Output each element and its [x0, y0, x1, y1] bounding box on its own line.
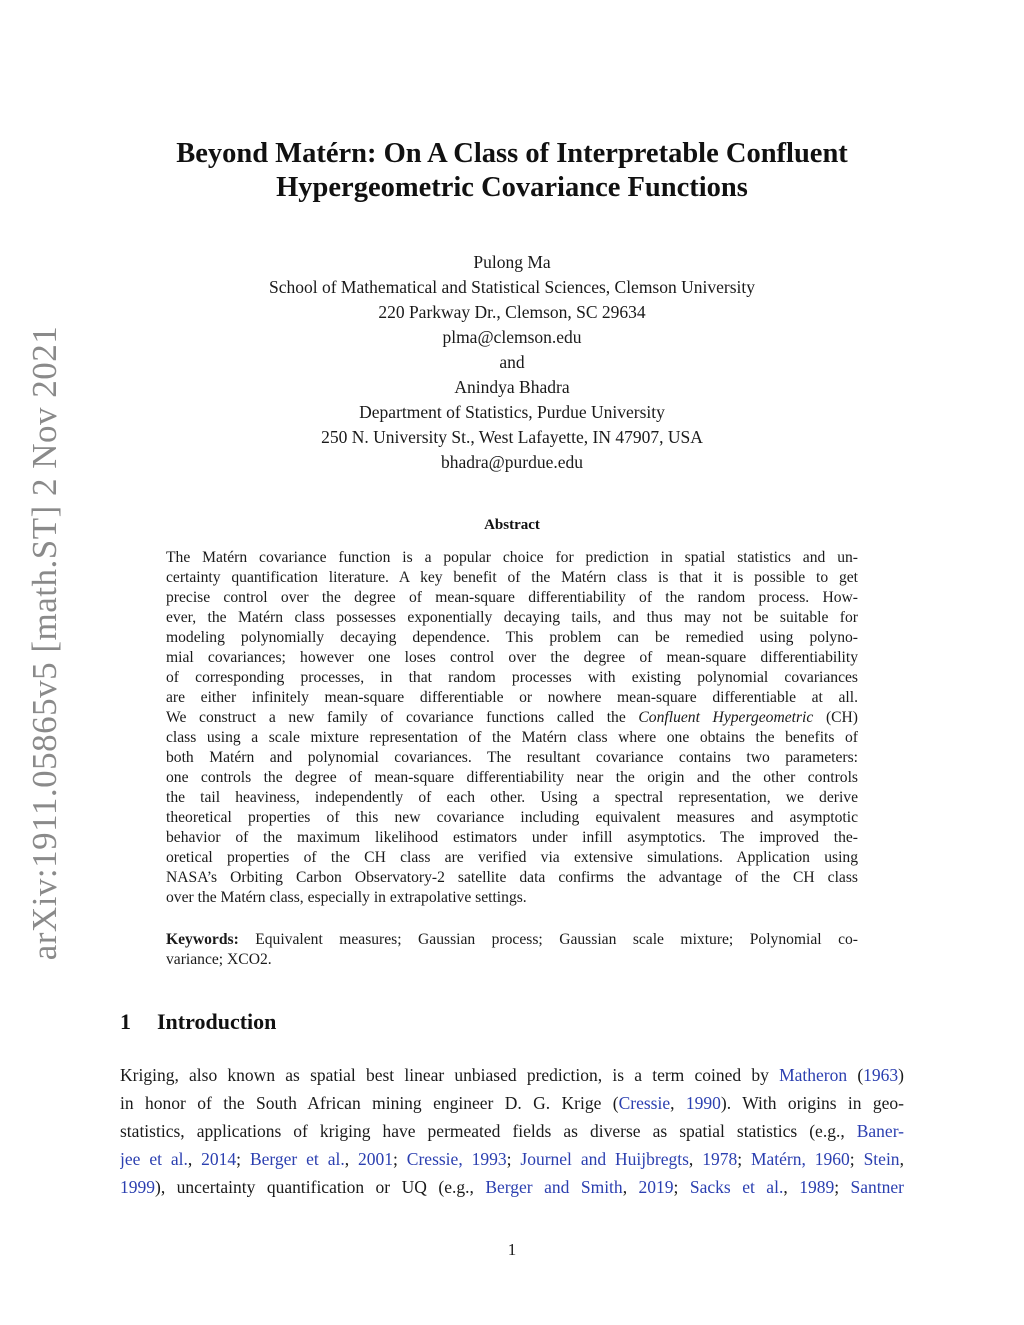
keywords-label: Keywords: — [166, 931, 239, 948]
citation-link[interactable]: 2001 — [358, 1149, 394, 1169]
citation-link[interactable]: Berger et al. — [249, 1149, 345, 1169]
abstract-heading: Abstract — [484, 517, 540, 533]
abstract-line: certainty quantification literature. A key benefit of the Matérn class is that it is possible to get — [166, 569, 858, 586]
author1-name: Pulong Ma — [473, 252, 551, 272]
abstract-italic-term: Confluent Hypergeometric — [638, 709, 814, 726]
citation-link[interactable]: 1999 — [120, 1177, 155, 1197]
abstract-line: one controls the degree of mean-square differentiability near the origin and the other controls — [166, 769, 858, 786]
body-text: ; — [506, 1149, 521, 1169]
author-block — [110, 250, 914, 475]
body-line-3 — [120, 1117, 904, 1145]
keywords-text: Equivalent measures; Gaussian process; Gaussian scale mixture; Polynomial co- — [238, 931, 858, 948]
body-text: ), uncertainty quantification or UQ (e.g., — [155, 1177, 486, 1197]
title-line-2: Hypergeometric Covariance Functions — [276, 172, 748, 203]
page-number: 1 — [507, 1240, 517, 1259]
citation-link[interactable]: Matheron — [779, 1065, 848, 1085]
abstract-line-ch — [166, 708, 858, 728]
citation-link[interactable]: 1978 — [702, 1149, 738, 1169]
body-text: ; — [737, 1149, 751, 1169]
abstract-line: NASA’s Orbiting Carbon Observatory-2 satellite data confirms the advantage of the CH class — [166, 869, 858, 886]
body-text: statistics, applications of kriging have permeated fields as diverse as spatial statistics (e.g., — [120, 1121, 857, 1141]
keywords-line-1 — [166, 930, 858, 950]
body-line-5 — [120, 1173, 904, 1201]
body-text: ; — [834, 1177, 851, 1197]
title-line-1: Beyond Matérn: On A Class of Interpretable Confluent — [176, 138, 848, 169]
citation-link[interactable]: 1990 — [685, 1093, 721, 1113]
author2-address: 250 N. University St., West Lafayette, IN 47907, USA — [321, 427, 703, 447]
citation-link[interactable]: 1989 — [799, 1177, 835, 1197]
body-text: , — [187, 1149, 202, 1169]
author1-affiliation: School of Mathematical and Statistical Sciences, Clemson University — [268, 277, 755, 297]
keywords-line-2: variance; XCO2. — [166, 951, 272, 968]
body-line-2 — [120, 1089, 904, 1117]
citation-link[interactable]: Journel and Huijbregts — [520, 1149, 689, 1169]
citation-link[interactable]: Stein — [863, 1149, 900, 1169]
section-title: Introduction — [157, 1009, 277, 1034]
body-text: ). With origins in geo- — [720, 1093, 904, 1113]
arxiv-identifier-stamp: arXiv:1911.05865v5 [math.ST] 2 Nov 2021 — [25, 325, 64, 961]
abstract-line: modeling polynomially decaying dependence. This problem can be remedied using polyno- — [166, 629, 858, 646]
body-text: , — [688, 1149, 703, 1169]
section-number: 1 — [120, 1009, 131, 1034]
body-text: , — [899, 1149, 904, 1169]
abstract-text: (CH) — [813, 709, 858, 726]
abstract-line: the tail heaviness, independently of each other. Using a spectral representation, we derive — [166, 789, 858, 806]
introduction-body — [120, 1061, 904, 1201]
abstract-line: ever, the Matérn class possesses exponentially decaying tails, and thus may not be suitable for — [166, 609, 858, 626]
citation-link[interactable]: jee et al. — [120, 1149, 188, 1169]
citation-link[interactable]: Santner — [850, 1177, 904, 1197]
abstract-line: oretical properties of the CH class are verified via extensive simulations. Application using — [166, 849, 858, 866]
abstract-line: precise control over the degree of mean-square differentiability of the random process. How- — [166, 589, 858, 606]
author-conjunction: and — [499, 352, 525, 372]
body-text: , — [344, 1149, 359, 1169]
citation-link[interactable]: 1963 — [863, 1065, 899, 1085]
body-text: , — [622, 1177, 639, 1197]
citation-link[interactable]: 2019 — [638, 1177, 674, 1197]
abstract-line: mial covariances; however one loses control over the degree of mean-square differentiability — [166, 649, 858, 666]
author1-email: plma@clemson.edu — [442, 327, 582, 347]
section-heading — [120, 1009, 276, 1035]
abstract-text: We construct a new family of covariance functions called the — [166, 709, 639, 726]
body-text: ) — [898, 1065, 904, 1085]
body-line-4 — [120, 1145, 904, 1173]
abstract-line: class using a scale mixture representation of the Matérn class where one obtains the benefits of — [166, 729, 858, 746]
citation-link[interactable]: Berger and Smith — [485, 1177, 623, 1197]
author2-email: bhadra@purdue.edu — [441, 452, 583, 472]
citation-link[interactable]: Sacks et al. — [689, 1177, 784, 1197]
abstract-line: behavior of the maximum likelihood estimators under infill asymptotics. The improved the- — [166, 829, 858, 846]
abstract-line: both Matérn and polynomial covariances. The resultant covariance contains two parameters: — [166, 749, 858, 766]
body-text: ; — [393, 1149, 407, 1169]
abstract-line: over the Matérn class, especially in extrapolative settings. — [166, 889, 527, 906]
body-text: Kriging, also known as spatial best linear unbiased prediction, is a term coined by — [120, 1065, 780, 1085]
author2-name: Anindya Bhadra — [454, 377, 570, 397]
body-text: ( — [847, 1065, 864, 1085]
abstract-line: The Matérn covariance function is a popular choice for prediction in spatial statistics and un- — [166, 549, 858, 566]
citation-link[interactable]: Cressie — [618, 1093, 671, 1113]
body-text: in honor of the South African mining engineer D. G. Krige ( — [120, 1093, 619, 1113]
body-text: ; — [673, 1177, 690, 1197]
abstract-body — [166, 548, 858, 908]
citation-link[interactable]: Baner- — [856, 1121, 904, 1141]
citation-link[interactable]: Cressie, 1993 — [406, 1149, 507, 1169]
citation-link[interactable]: Matérn, 1960 — [750, 1149, 850, 1169]
author1-address: 220 Parkway Dr., Clemson, SC 29634 — [378, 302, 646, 322]
body-line-1 — [120, 1061, 904, 1089]
abstract-line: theoretical properties of this new covariance including equivalent measures and asymptotic — [166, 809, 858, 826]
citation-link[interactable]: 2014 — [201, 1149, 237, 1169]
keywords-block — [166, 930, 858, 970]
body-text: , — [670, 1093, 686, 1113]
paper-title — [110, 137, 914, 205]
body-text: , — [783, 1177, 800, 1197]
body-text: ; — [236, 1149, 250, 1169]
author2-affiliation: Department of Statistics, Purdue University — [359, 402, 665, 422]
body-text: ; — [849, 1149, 864, 1169]
abstract-line: of corresponding processes, in that random processes with existing polynomial covariances — [166, 669, 858, 686]
abstract-line: are either infinitely mean-square differentiable or nowhere mean-square differentiable at all. — [166, 689, 858, 706]
